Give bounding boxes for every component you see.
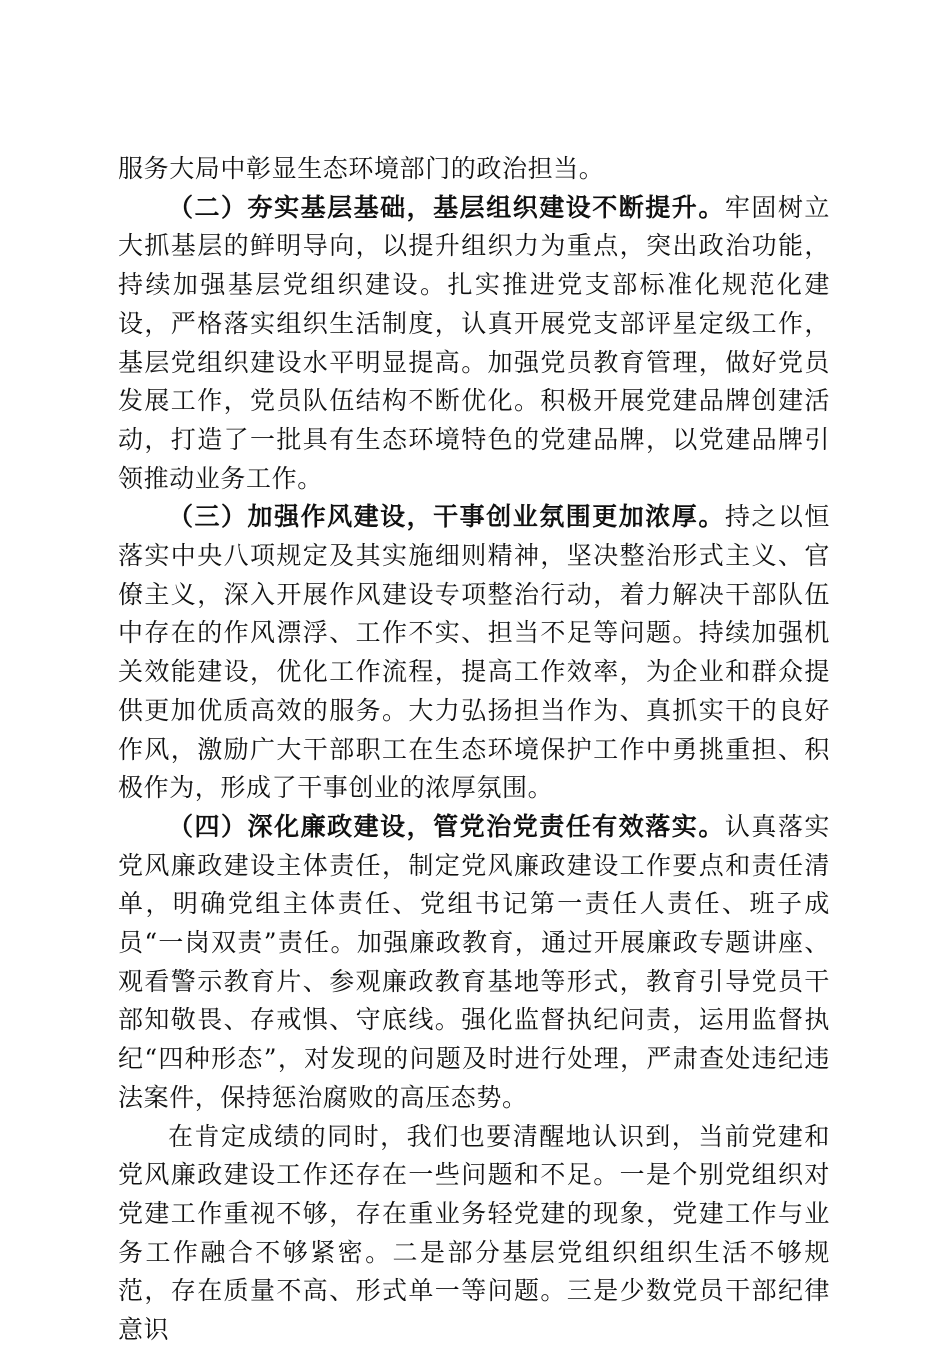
paragraph-text: 在肯定成绩的同时，我们也要清醒地认识到，当前党建和党风廉政建设工作还存在一些问题和不足。一是个别党组织对党建工作重视不够，存在重业务轻党建的现象，党建工作与业务工作融合不够紧密。二是部分基层党组织组织生活不够规范，存在质量不高、形式单一等问题。三是少数党员干部纪律意识 <box>118 1121 830 1345</box>
paragraph-section-3 <box>118 498 830 808</box>
paragraph-text: 牢固树立大抓基层的鲜明导向，以提升组织力为重点，突出政治功能，持续加强基层党组织建设。扎实推进党支部标准化规范化建设，严格落实组织生活制度，认真开展党支部评星定级工作，基层党组织建设水平明显提高。加强党员教育管理，做好党员发展工作，党员队伍结构不断优化。积极开展党建品牌创建活动，打造了一批具有生态环境特色的党建品牌，以党建品牌引领推动业务工作。 <box>118 192 830 493</box>
section-heading: （三）加强作风建设，干事创业氛围更加浓厚。 <box>168 502 725 532</box>
paragraph-section-4 <box>118 808 830 1118</box>
paragraph-problems <box>118 1118 830 1350</box>
paragraph-section-2 <box>118 189 830 499</box>
paragraph-text: 持之以恒落实中央八项规定及其实施细则精神，坚决整治形式主义、官僚主义，深入开展作风建设专项整治行动，着力解决干部队伍中存在的作风漂浮、工作不实、担当不足等问题。持续加强机关效能建设，优化工作流程，提高工作效率，为企业和群众提供更加优质高效的服务。大力弘扬担当作为、真抓实干的良好作风，激励广大干部职工在生态环境保护工作中勇挑重担、积极作为，形成了干事创业的浓厚氛围。 <box>118 502 830 803</box>
document-body <box>118 150 830 1350</box>
section-heading: （二）夯实基层基础，基层组织建设不断提升。 <box>168 192 725 222</box>
paragraph-text: 服务大局中彰显生态环境部门的政治担当。 <box>118 154 605 183</box>
paragraph-continuation <box>118 150 830 189</box>
section-heading: （四）深化廉政建设，管党治党责任有效落实。 <box>168 811 725 841</box>
paragraph-text: 认真落实党风廉政建设主体责任，制定党风廉政建设工作要点和责任清单，明确党组主体责任、党组书记第一责任人责任、班子成员“一岗双责”责任。加强廉政教育，通过开展廉政专题讲座、观看警示教育片、参观廉政教育基地等形式，教育引导党员干部知敬畏、存戒惧、守底线。强化监督执纪问责，运用监督执纪“四种形态”，对发现的问题及时进行处理，严肃查处违纪违法案件，保持惩治腐败的高压态势。 <box>118 811 830 1112</box>
